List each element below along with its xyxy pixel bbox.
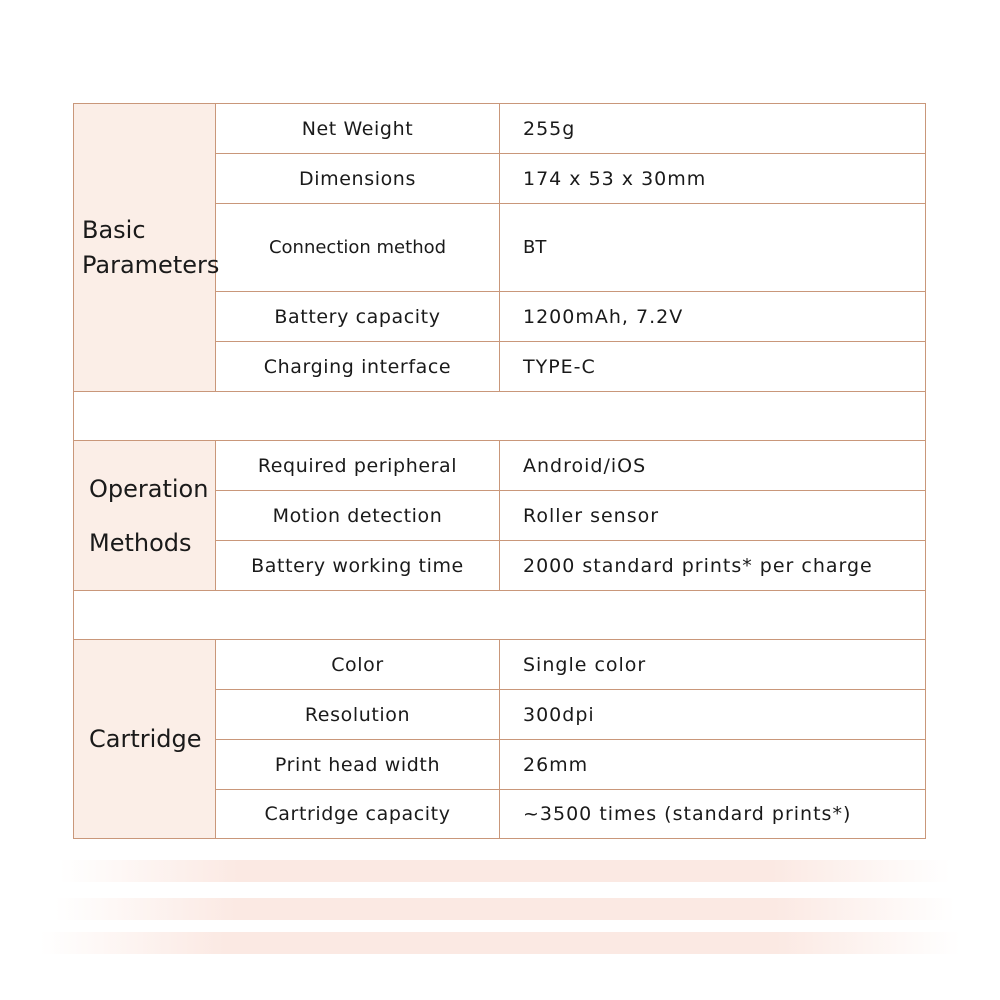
spec-label: Required peripheral [216,441,500,491]
spec-label: Dimensions [216,154,500,204]
spacer-cell [74,392,926,441]
spacer-row [74,591,926,640]
category-line: Basic [82,215,146,244]
spec-value: 300dpi [500,690,926,740]
spec-value: Roller sensor [500,491,926,541]
spec-value: TYPE-C [500,342,926,392]
spec-label: Net Weight [216,104,500,154]
spec-label: Connection method [216,204,500,292]
category-line: Parameters [82,250,220,279]
spacer-cell [74,591,926,640]
spec-value: ~3500 times (standard prints*) [500,790,926,839]
spec-label: Battery capacity [216,292,500,342]
spec-value: 26mm [500,740,926,790]
category-cartridge [74,640,216,839]
spec-value: Single color [500,640,926,690]
spec-label: Color [216,640,500,690]
decorative-band [55,898,955,920]
spec-value: Android/iOS [500,441,926,491]
spec-label: Charging interface [216,342,500,392]
spec-label: Cartridge capacity [216,790,500,839]
spacer-row [74,392,926,441]
category-line: Cartridge [89,724,202,753]
category-line: Methods [89,528,192,557]
category-operation-methods [74,441,216,591]
spec-value: BT [500,204,926,292]
spec-label: Print head width [216,740,500,790]
spec-table [73,103,926,839]
spec-label: Resolution [216,690,500,740]
spec-value: 2000 standard prints* per charge [500,541,926,591]
category-line: Operation [89,474,209,503]
table-row [74,104,926,154]
decorative-band [40,932,960,954]
table-row [74,441,926,491]
decorative-band [60,860,950,882]
spec-value: 174 x 53 x 30mm [500,154,926,204]
spec-label: Motion detection [216,491,500,541]
table-row [74,640,926,690]
spec-value: 255g [500,104,926,154]
spec-label: Battery working time [216,541,500,591]
category-basic-parameters [74,104,220,392]
spec-value: 1200mAh, 7.2V [500,292,926,342]
